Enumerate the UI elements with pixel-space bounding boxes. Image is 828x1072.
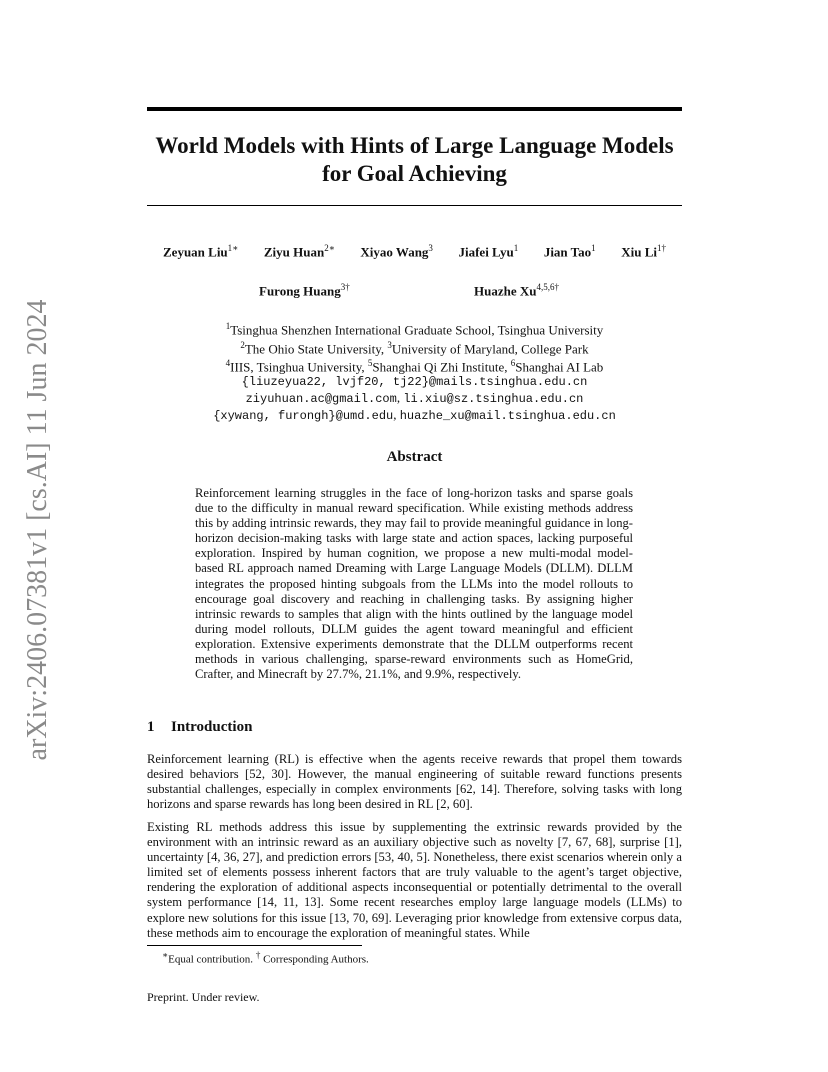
email-sep: , [393,407,400,422]
footnote-sup: † [255,950,261,960]
affil-sup: 1 [225,321,231,331]
author [259,282,350,299]
author [264,243,335,260]
author [544,243,596,260]
intro-paragraph-2: Existing RL methods address this issue by supplementing the extrinsic rewards provided by the environment with an intrinsic reward as an auxiliary objective such as novelty [7, 67, 68], surprise [1], uncertainty [4, 36, 27], and prediction errors [53, 40, 5]. Nonetheless, there exist scenarios wherein only a limited set of elements possess inherent factors that are truly valuable to the agent’s target objective, rendering the exploration of additional aspects inconsequential or potentially detrimental to the overall system performance [14, 11, 13]. Some recent researches employ large language models (LLMs) to explore new solutions for this issue [13, 70, 69]. Leveraging prior knowledge from extensive corpus data, these methods aim to encourage the exploration of meaningful states. While [147,820,682,940]
section-heading [147,719,252,736]
author-name: Ziyu Huan [263,244,325,260]
affil-text: University of Maryland, College Park [391,340,589,356]
author [360,243,433,260]
author-name: Jian Tao [543,244,592,260]
author-name: Jiafei Lyu [458,244,514,260]
author-sup: 3† [340,282,350,292]
affil-text: Shanghai Qi Zhi Institute, [372,359,511,375]
email: huazhe_xu@mail.tsinghua.edu.cn [399,409,616,423]
affil-text: Shanghai AI Lab [515,359,604,375]
footnote-sup: ∗ [162,950,169,960]
title-line-2: for Goal Achieving [322,161,507,186]
email: {xywang, furongh}@umd.edu [213,409,394,423]
affil-text: Tsinghua Shenzhen International Graduate School, Tsinghua University [230,322,604,338]
footnote-rule [147,945,362,946]
author [458,243,518,260]
author-name: Zeyuan Liu [163,244,228,260]
affil-sup: 2 [240,339,245,350]
affiliations [147,319,682,424]
affil-sup: 4 [225,358,231,369]
author-sup: 4,5,6† [536,282,559,292]
author-name: Furong Huang [259,283,341,299]
author-name: Xiyao Wang [360,244,429,260]
title-line-1: World Models with Hints of Large Language Models [155,133,674,158]
affil-sup: 3 [387,339,392,350]
paper-title [147,132,682,188]
email-line-3 [147,407,682,424]
author-name: Xiu Li [621,244,657,260]
affiliation-line-2 [147,338,682,357]
arxiv-side-identifier [20,300,56,760]
email: li.xiu@sz.tsinghua.edu.cn [403,391,584,406]
affil-text: The Ohio State University, [244,340,388,356]
abstract-body: Reinforcement learning struggles in the face of long-horizon tasks and sparse goals due to the difficulty in manual reward specification. While existing methods address this by adding intrinsic rewards, they may fail to provide meaningful guidance in long-horizon decision-making tasks with large state and action spaces, lacking purposeful exploration. Inspired by human cognition, we propose a new multi-modal model-based RL approach named Dreaming with Large Language Models (DLLM). DLLM integrates the proposed hinting subgoals from the LLMs into the model rollouts to encourage goal discovery and reaching in challenging tasks. By assigning higher intrinsic rewards to samples that align with the hints outlined by the language model during model rollouts, DLLM guides the agent toward meaningful and efficient exploration. Extensive experiments demonstrate that the DLLM outperforms recent methods in various challenging, sparse-reward environments such as HomeGrid, Crafter, and Minecraft by 27.7%, 21.1%, and 9.9%, respectively. [195,486,633,682]
author-sup: 1† [656,243,666,253]
email-line-2 [147,390,682,407]
arxiv-id-text: arXiv:2406.07381v1 [cs.AI] 11 Jun 2024 [22,299,53,761]
email-sep: , [396,389,404,405]
affil-sup: 5 [367,358,373,369]
author-sup: 1 [513,243,519,253]
affil-sup: 6 [510,358,516,369]
footnote-text: Corresponding Authors. [260,953,369,966]
section-number: 1 [147,719,155,735]
preprint-note: Preprint. Under review. [147,990,260,1004]
section-title: Introduction [171,719,253,735]
abstract-heading: Abstract [386,449,443,465]
affiliation-line-1 [147,319,682,338]
email-line-1: {liuzeyua22, lvjf20, tj22}@mails.tsinghua.edu.cn [241,374,588,389]
author-name: Huazhe Xu [474,283,537,299]
footnote [162,950,369,966]
author-row-1 [147,243,682,260]
affil-text: IIIS, Tsinghua University, [230,359,368,375]
title-top-rule [147,107,682,111]
author [163,243,238,260]
intro-paragraph-1: Reinforcement learning (RL) is effective when the agents receive rewards that propel them towards desired behaviors [52, 30]. However, the manual engineering of suitable reward functions presents substantial challenges, especially in complex environments [62, 14]. Therefore, solving tasks with long horizons and sparse rewards has long been desired in RL [2, 60]. [147,752,682,812]
affiliation-line-3 [147,356,682,375]
footnote-text: Equal contribution. [168,953,256,966]
title-bottom-rule [147,205,682,206]
author-sup: 3 [428,243,433,253]
author-sup: 1∗ [227,243,239,253]
author-sup: 2∗ [324,243,335,253]
author-sup: 1 [591,243,596,253]
author [621,243,666,260]
email: ziyuhuan.ac@gmail.com [245,391,397,406]
author [474,282,559,299]
